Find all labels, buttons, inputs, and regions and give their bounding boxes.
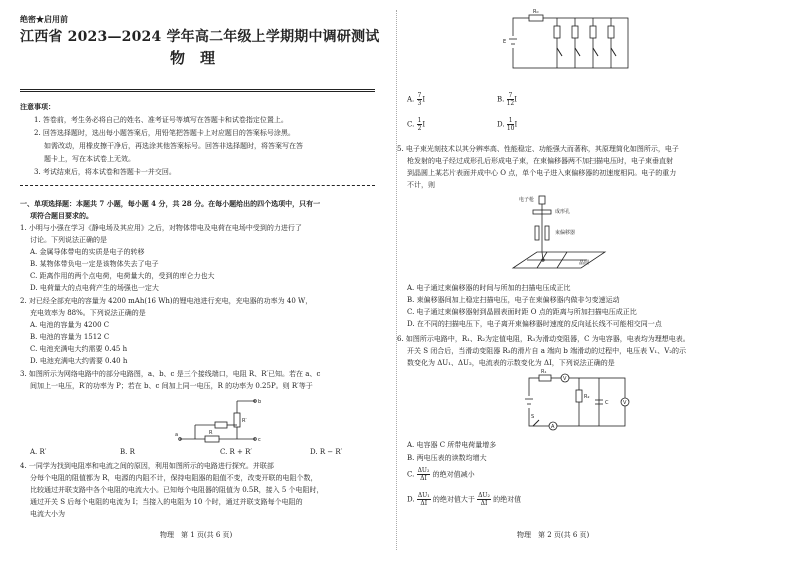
q4-option-a-num: 7 [417, 92, 422, 99]
q4-option-d-unit: I [514, 120, 518, 129]
q4-stem: 4. 一同学为找到电阻率和电流之间的原因，利用如图所示的电路进行探究。并联部 [20, 462, 274, 470]
q5-stem: 5. 电子束光刻技术以其分辨率高、性能稳定、功能强大而著称，其原理简化如图所示，电子 [397, 145, 679, 153]
q4-option-a-unit: I [422, 95, 426, 104]
q4-option-c-unit: I [422, 120, 426, 129]
q6-option-d-mid: 的绝对值大于 [432, 495, 475, 504]
q1-option-c: C. 距离作用的两个点电荷，电荷量大的，受到的库仑力也大 [30, 272, 215, 280]
q1-option-a: A. 金属导体带电的实质是电子的转移 [30, 248, 145, 256]
svg-text:a: a [175, 432, 179, 438]
right-page [397, 0, 794, 561]
q4-option-c-num: 1 [417, 117, 422, 124]
q5-option-a: A. 电子通过束偏移器的时间与所加的扫描电压成正比 [407, 284, 571, 292]
notice-1: 1. 答卷前，考生务必将自己的姓名、准考证号等填写在答题卡和试卷指定位置上。 [34, 116, 288, 124]
q6-option-d-den-2: ΔI [480, 500, 488, 507]
q5-label-wafer: 晶圆 [579, 260, 590, 266]
svg-text:R₁: R₁ [541, 369, 547, 375]
q6-option-d-fraction-2 [477, 492, 491, 507]
q6-option-a: A. 电容器 C 所带电荷量增多 [407, 441, 497, 449]
q6-option-c-den: ΔI [420, 475, 427, 482]
notice-title: 注意事项： [20, 102, 55, 111]
svg-text:R₀: R₀ [533, 9, 539, 15]
q4-option-b [497, 92, 517, 107]
svg-text:c: c [258, 437, 261, 443]
q4-option-d-den: 10 [506, 125, 515, 132]
q2-option-c: C. 电池充满电大约需要 0.45 h [30, 345, 128, 353]
q4-option-a-label: A. [407, 95, 415, 104]
q4-stem-2: 分每个电阻的阻值都为 R，电源的内阻不计，保持电阻器的阻值不变，改变开联的电阻个数， [30, 474, 318, 482]
q6-option-d-num-2: ΔU₂ [478, 492, 490, 499]
q3-circuit-diagram [175, 395, 265, 445]
section-heading-2: 项符合题目要求的。 [30, 211, 93, 220]
exam-title: 江西省 2023—2024 学年高二年级上学期期中调研测试 [20, 29, 380, 45]
q5-stem-4: 不计，则 [407, 181, 435, 189]
secret-label: 绝密★启用前 [20, 14, 68, 24]
q5-option-b: B. 束偏移器间加上稳定扫描电压，电子在束偏移器内做非匀变速运动 [407, 296, 620, 304]
page-footer-2: 物理 第 2 页(共 6 页) [517, 531, 590, 539]
q1-stem-2: 讨论。下列说法正确的是 [30, 236, 107, 244]
svg-text:b: b [258, 399, 262, 405]
q3-option-a: A. R′ [30, 448, 47, 456]
q3-stem: 3. 如图所示为网络电路中的部分电路图，a、b、c 是三个接线端口，电阻 R、R′已知。若在 a、c [20, 370, 321, 378]
q4-option-a [407, 92, 425, 107]
q4-circuit-diagram [503, 9, 637, 74]
q6-option-b: B. 两电压表的读数均增大 [407, 454, 487, 462]
q4-option-b-den: 12 [506, 100, 515, 107]
q4-option-b-unit: I [514, 95, 518, 104]
q3-option-d: D. R − R′ [310, 448, 343, 456]
q5-option-d: D. 在不同的扫描电压下，电子离开束偏移器时速度的反向延长线不可能相交同一点 [407, 320, 662, 328]
q2-option-d: D. 电池充满电大约需要 0.40 h [30, 357, 128, 365]
q4-option-a-den: 3 [417, 100, 422, 107]
q3-option-b: B. R [120, 448, 135, 456]
q5-label-deflector: 束偏移器 [555, 230, 576, 236]
page-footer-1: 物理 第 1 页(共 6 页) [160, 531, 233, 539]
q4-option-c-label: C. [407, 120, 415, 129]
q1-stem: 1. 小明与小强在学习《静电场及其应用》之后，对物体带电及电荷在电场中受到的力进行了 [20, 224, 302, 232]
notice-2b: 如需改动，用橡皮擦干净后，再选涂其他答案标号。回答非选择题时，将答案写在答 [44, 142, 303, 150]
q4-option-d-num: 1 [508, 117, 513, 124]
svg-text:V: V [563, 376, 567, 382]
q1-option-b: B. 某物体带负电一定是该物体失去了电子 [30, 260, 159, 268]
svg-text:R: R [209, 430, 213, 436]
q6-option-c-fraction [417, 467, 431, 482]
q6-stem-2: 开关 S 闭合后，当滑动变阻器 R₃的滑片自 a 端向 b 端滑动的过程中，电压表 V₁、V₂的示 [407, 347, 687, 355]
q6-option-d-fraction-1 [417, 492, 431, 507]
q5-stem-3: 到晶圆上某芯片表面并成中心 O 点，单个电子进入束偏移器的初速度相同。电子的重力 [407, 169, 677, 177]
q5-label-aperture: 成形孔 [555, 209, 571, 215]
notice-2: 2. 回答选择题时，选出每小题答案后，用铅笔把答题卡上对应题目的答案标号涂黑。 [34, 129, 295, 137]
notice-3: 3. 考试结束后，将本试卷和答题卡一并交回。 [34, 168, 176, 176]
q4-option-b-num: 7 [508, 92, 513, 99]
q1-option-d: D. 电荷量大的点电荷产生的场强也一定大 [30, 284, 159, 292]
q6-option-c-label: C. [407, 470, 415, 479]
q6-option-d-den-1: ΔI [420, 500, 428, 507]
q4-option-c [407, 117, 425, 132]
q6-option-c-num: ΔU₂ [417, 467, 430, 474]
svg-text:C: C [605, 400, 609, 406]
q4-stem-3: 比较通过并联支路中各个电阻的电流大小。已知每个电阻器的阻值为 0.5R，接入 5 个电阻时， [30, 486, 324, 494]
q3-stem-2: 间加上一电压，R′的功率为 P；若在 b、c 间加上同一电压，R 的功率为 0.25P。则 R′等于 [30, 382, 313, 390]
q6-stem: 6. 如图所示电路中，R₁、R₂为定值电阻，R₃为滑动变阻器，C 为电容器，电表均为理想电表。 [397, 335, 690, 343]
q2-stem: 2. 对已经全部充电的容量为 4200 mAh(16 Wh)的锂电池进行充电，充电器的功率为 40 W， [20, 297, 313, 305]
q4-option-d [497, 117, 517, 132]
q2-option-b: B. 电池的容量为 1512 C [30, 333, 110, 341]
q6-option-d [407, 492, 521, 507]
q5-stem-2: 枪发射的电子经过成形孔后形成电子束，在束偏移器两不加扫描电压时，电子束垂直射 [407, 157, 673, 165]
q6-option-d-label: D. [407, 495, 415, 504]
q6-stem-3: 数变化为 ΔU₁、ΔU₂，电流表的示数变化为 ΔI，下列说法正确的是 [407, 359, 615, 367]
q6-circuit-diagram [517, 369, 635, 434]
svg-text:A: A [551, 424, 555, 430]
q5-label-gun: 电子枪 [519, 197, 535, 203]
q4-stem-5: 电流大小为 [30, 510, 65, 518]
header-rule [20, 89, 375, 92]
svg-text:R′: R′ [242, 418, 247, 424]
q6-option-d-text: 的绝对值 [493, 495, 522, 504]
q6-option-c [407, 467, 475, 482]
q4-option-c-den: 2 [417, 125, 422, 132]
q4-stem-4: 通过开关 S 后每个电阻的电流为 I；当接入的电阻为 10 个时，通过并联支路每个电阻的 [30, 498, 303, 506]
q2-option-a: A. 电池的容量为 4200 C [30, 321, 110, 329]
q2-stem-2: 充电效率为 88%。下列说法正确的是 [30, 309, 146, 317]
q4-option-b-label: B. [497, 95, 505, 104]
q6-option-c-text: 的绝对值减小 [432, 470, 475, 479]
q5-option-c: C. 电子通过束偏移器射到晶圆表面时距 O 点的距离与所加扫描电压成正比 [407, 308, 637, 316]
subject-title: 物 理 [170, 49, 216, 67]
svg-text:V: V [623, 400, 627, 406]
q6-option-d-num-1: ΔU₁ [417, 492, 430, 499]
notice-rule [20, 185, 375, 186]
q3-option-c: C. R + R′ [220, 448, 253, 456]
svg-text:S: S [531, 414, 535, 420]
section-heading: 一、单项选择题：本题共 7 小题，每小题 4 分，共 28 分。在每小题给出的四个选项中，只有一 [20, 199, 321, 208]
svg-text:R₂: R₂ [584, 394, 590, 400]
notice-2c: 题卡上，写在本试卷上无效。 [44, 155, 135, 163]
q4-option-d-label: D. [497, 120, 505, 129]
svg-text:E: E [503, 39, 507, 45]
